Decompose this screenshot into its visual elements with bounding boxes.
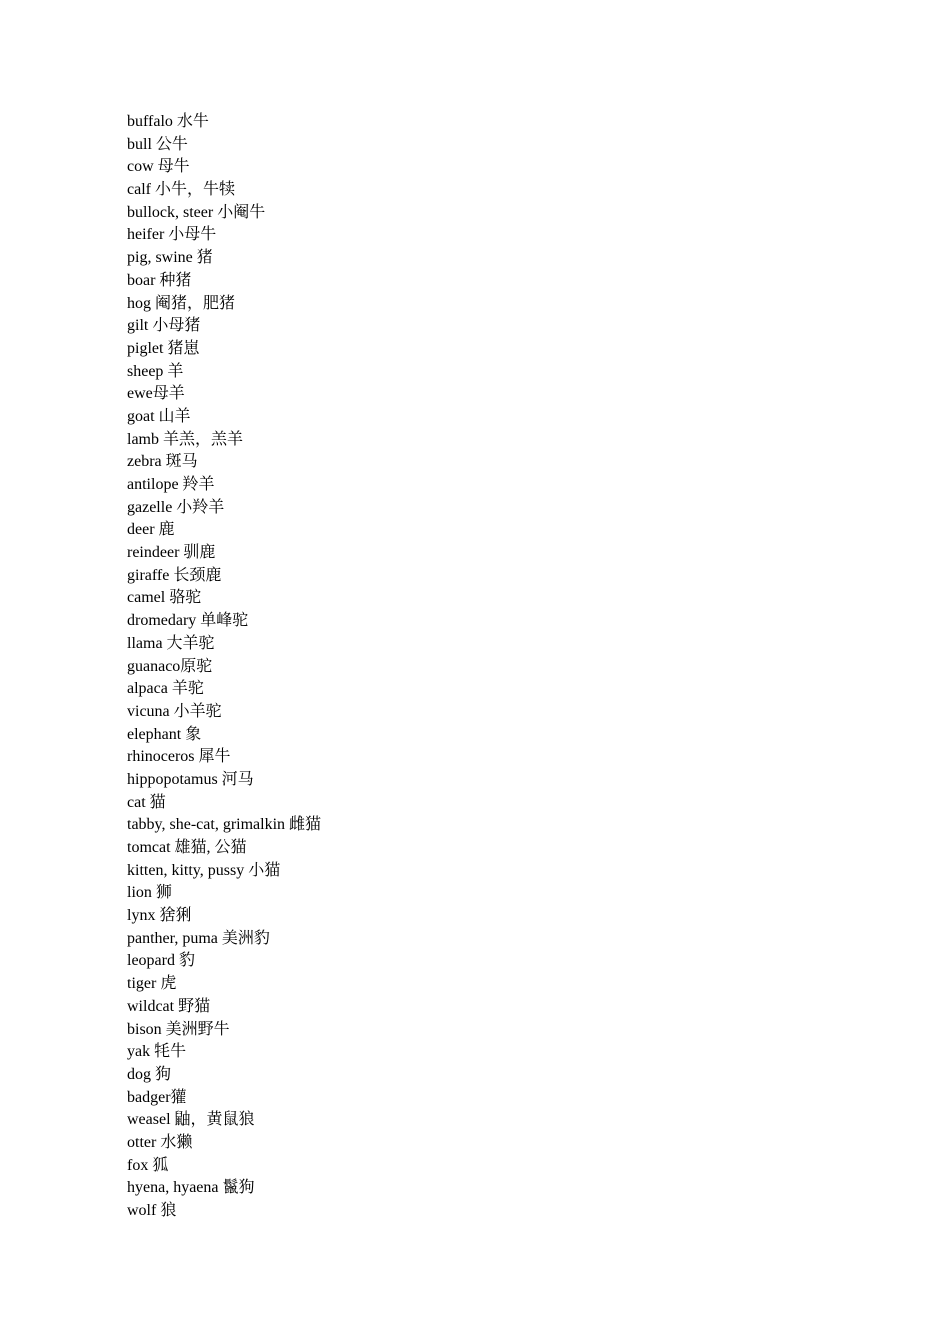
vocab-entry: dromedary 单峰驼 (127, 612, 249, 630)
vocab-entry: lamb 羊羔，羔羊 (127, 430, 243, 448)
vocab-entry: alpaca 羊驼 (127, 680, 204, 698)
vocab-entry: antilope 羚羊 (127, 476, 215, 493)
vocab-entry: zebra 斑马 (127, 453, 198, 471)
vocab-entry: llama 大羊驼 (127, 634, 215, 652)
vocab-entry: kitten, kitty, pussy 小猫 (127, 861, 281, 879)
vocab-entry: elephant 象 (127, 725, 202, 743)
vocab-entry: wildcat 野猫 (127, 997, 211, 1015)
vocab-entry: fox 狐 (127, 1156, 169, 1174)
vocab-entry: guanaco原驼 (127, 657, 213, 675)
vocab-entry: leopard 豹 (127, 952, 195, 970)
vocab-entry: tabby, she-cat, grimalkin 雌猫 (127, 816, 322, 834)
vocab-entry: sheep 羊 (127, 362, 184, 380)
vocab-entry: calf 小牛，牛犊 (127, 181, 235, 199)
vocab-entry: lynx 猞猁 (127, 907, 192, 925)
vocab-entry: weasel 鼬，黄鼠狼 (127, 1111, 255, 1129)
vocab-entry: bullock, steer 小阉牛 (127, 203, 266, 221)
vocab-entry: yak 牦牛 (127, 1043, 187, 1061)
vocab-entry: hyena, hyaena 鬣狗 (127, 1179, 255, 1197)
vocab-entry: gazelle 小羚羊 (127, 498, 225, 516)
vocab-entry: hog 阉猪，肥猪 (127, 294, 236, 312)
vocab-entry: buffalo 水牛 (127, 113, 209, 130)
vocab-entry: boar 种猪 (127, 271, 192, 289)
vocab-entry: lion 狮 (127, 884, 172, 902)
vocab-entry: bull 公牛 (127, 135, 188, 153)
vocab-entry: badger獾 (127, 1088, 187, 1106)
vocab-entry: cat 猫 (127, 793, 166, 811)
vocab-entry: giraffe 长颈鹿 (127, 566, 222, 584)
vocab-entry: dog 狗 (127, 1065, 172, 1083)
vocab-entry: goat 山羊 (127, 407, 191, 425)
vocab-entry: camel 骆驼 (127, 589, 202, 607)
vocab-entry: tiger 虎 (127, 975, 177, 993)
vocab-entry: reindeer 驯鹿 (127, 544, 216, 562)
vocab-entry: tomcat 雄猫, 公猫 (127, 839, 247, 856)
vocab-entry: heifer 小母牛 (127, 226, 217, 244)
vocabulary-list (127, 111, 321, 1223)
vocab-entry: rhinoceros 犀牛 (127, 748, 231, 766)
vocab-entry: hippopotamus 河马 (127, 770, 254, 788)
vocab-entry: deer 鹿 (127, 521, 175, 539)
vocab-entry: pig, swine 猪 (127, 249, 213, 267)
vocab-entry: piglet 猪崽 (127, 339, 200, 357)
vocab-entry: panther, puma 美洲豹 (127, 929, 270, 947)
vocab-entry: bison 美洲野牛 (127, 1020, 230, 1038)
vocab-entry: otter 水獭 (127, 1133, 193, 1151)
vocab-entry: gilt 小母猪 (127, 317, 201, 335)
vocab-entry: vicuna 小羊驼 (127, 702, 222, 720)
vocab-entry: cow 母牛 (127, 158, 190, 176)
vocab-entry: wolf 狼 (127, 1202, 177, 1219)
vocab-entry: ewe母羊 (127, 385, 185, 403)
